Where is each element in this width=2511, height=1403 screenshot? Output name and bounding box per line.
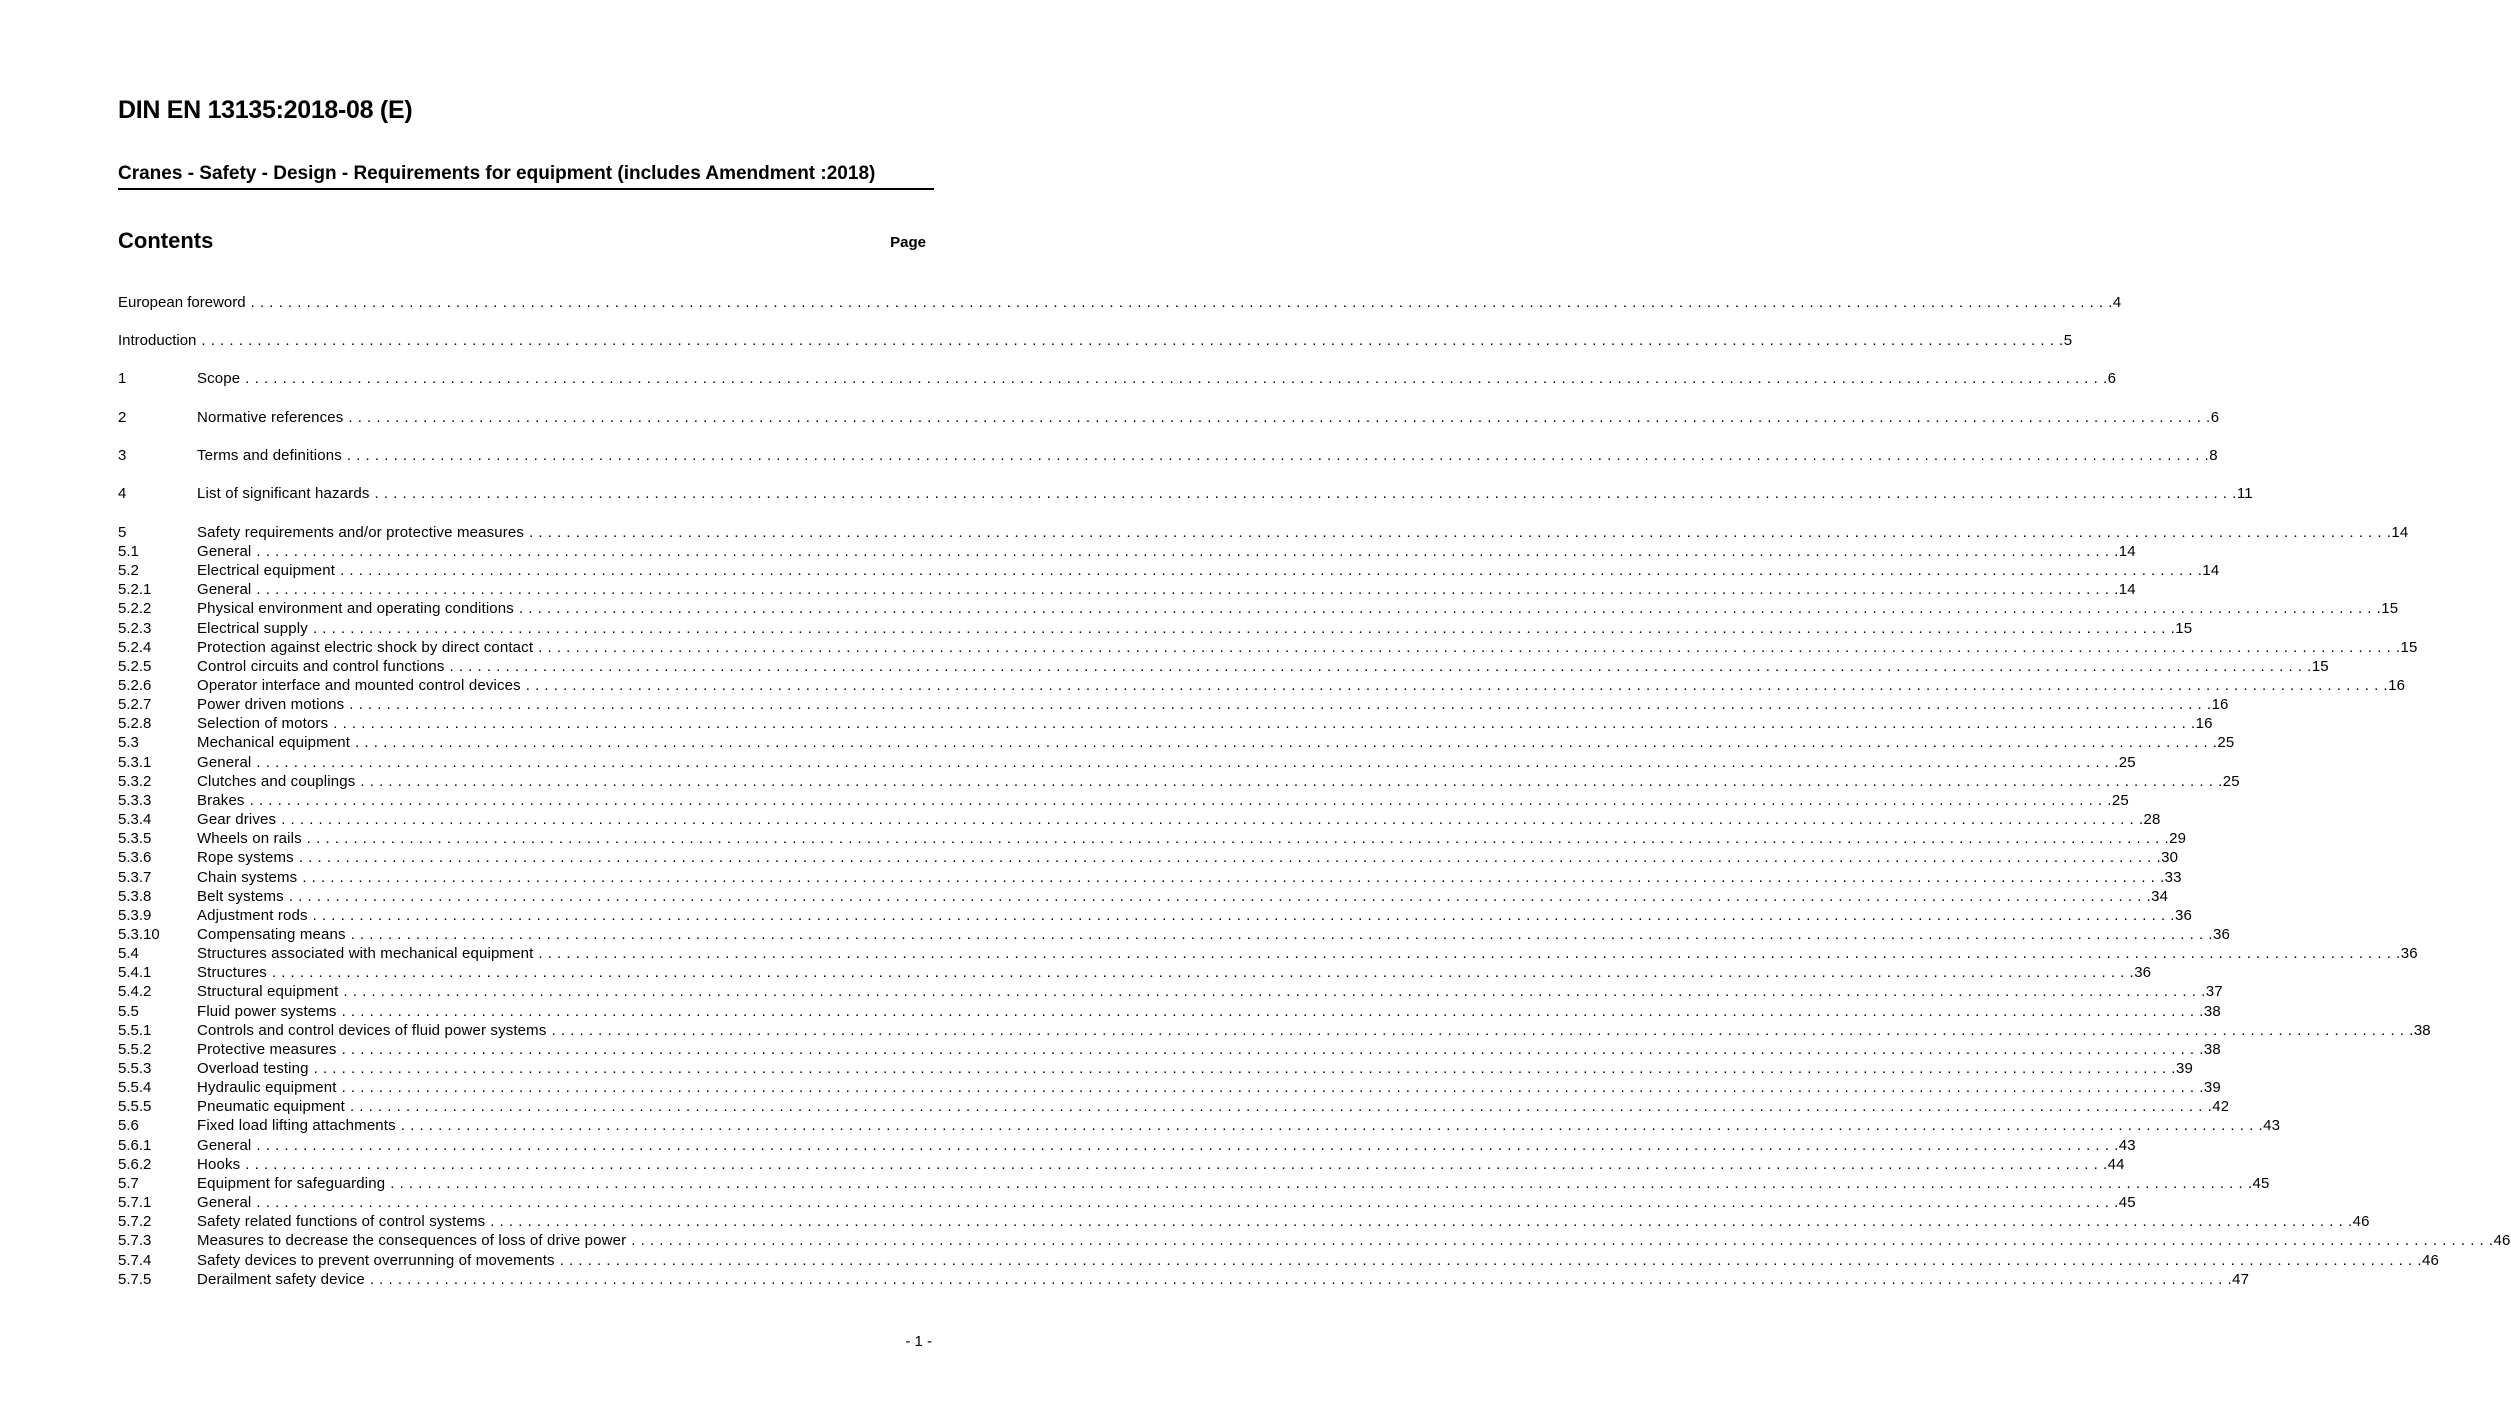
toc-entry-number: 5.5.1 — [118, 1022, 152, 1039]
toc-entry-number: 5.2.3 — [118, 620, 152, 637]
toc-entry-page: 28 — [2143, 811, 2161, 828]
toc-entry-title: Protective measures — [197, 1041, 337, 1058]
toc-entry-page: 14 — [2202, 562, 2220, 579]
toc-entry-number: 5.2.6 — [118, 677, 152, 694]
toc-entry-line — [197, 791, 2129, 810]
toc-dot-leader: . . . . . . . . . . . . . . . . . . . . . . . . . . . . . . . . . . . . . . . . . . . . . . . . . . . . . . . . . . . . . . . . . . . . . . . . . . . . . . . . . . . . . . . . . . . . . . . . . . . . . . . . . . . . . . . . . . . . . . . . . . . . . . . . . . . . . . . . . . . . . . . . . . . . . . . . . . . . . . . . . . . . . . . . . . . . . . . . . . . . . . . . . . . . . . . . . . . . . . . . — [390, 1175, 2253, 1192]
toc-entry-title: Controls and control devices of fluid power systems — [197, 1022, 547, 1039]
toc-entry[interactable] — [118, 1193, 2136, 1212]
toc-entry-title: Equipment for safeguarding — [197, 1175, 386, 1192]
toc-entry-number: 5.7 — [118, 1175, 139, 1192]
toc-entry-line — [197, 580, 2136, 599]
toc-entry-title: Pneumatic equipment — [197, 1098, 345, 1115]
toc-entry-page: 14 — [2118, 581, 2136, 598]
toc-entry-page: 36 — [2134, 964, 2152, 981]
toc-dot-leader: . . . . . . . . . . . . . . . . . . . . . . . . . . . . . . . . . . . . . . . . . . . . . . . . . . . . . . . . . . . . . . . . . . . . . . . . . . . . . . . . . . . . . . . . . . . . . . . . . . . . . . . . . . . . . . . . . . . . . . . . . . . . . . . . . . . . . . . . . . . . . . . . . . . . . . . . . . . . . . . . . . . . . . . . . . . . . . . . . . . . . . . . . . . . . . . . . . . . . . . . — [333, 715, 2196, 732]
toc-dot-leader: . . . . . . . . . . . . . . . . . . . . . . . . . . . . . . . . . . . . . . . . . . . . . . . . . . . . . . . . . . . . . . . . . . . . . . . . . . . . . . . . . . . . . . . . . . . . . . . . . . . . . . . . . . . . . . . . . . . . . . . . . . . . . . . . . . . . . . . . . . . . . . . . . . . . . . . . . . . . . . . . . . . . . . . . . . . . . . . . . . . . . . . . . . . . . . . . . . . . . . . . — [525, 677, 2389, 694]
toc-dot-leader: . . . . . . . . . . . . . . . . . . . . . . . . . . . . . . . . . . . . . . . . . . . . . . . . . . . . . . . . . . . . . . . . . . . . . . . . . . . . . . . . . . . . . . . . . . . . . . . . . . . . . . . . . . . . . . . . . . . . . . . . . . . . . . . . . . . . . . . . . . . . . . . . . . . . . . . . . . . . . . . . . . . . . . . . . . . . . . . . . . . . . . . . . . . . . . . . . . . . . . . . — [271, 964, 2135, 981]
toc-entry[interactable] — [118, 599, 2399, 618]
toc-entry-page: 45 — [2252, 1175, 2270, 1192]
toc-dot-leader: . . . . . . . . . . . . . . . . . . . . . . . . . . . . . . . . . . . . . . . . . . . . . . . . . . . . . . . . . . . . . . . . . . . . . . . . . . . . . . . . . . . . . . . . . . . . . . . . . . . . . . . . . . . . . . . . . . . . . . . . . . . . . . . . . . . . . . . . . . . . . . . . . . . . . . . . . . . . . . . . . . . . . . . . . . . . . . . . . . . . . . . . . . . . . . . . . . . . . . . . — [288, 888, 2152, 905]
toc-entry-number: 5.3.5 — [118, 830, 152, 847]
toc-entry-page: 42 — [2212, 1098, 2230, 1115]
toc-entry[interactable] — [118, 982, 2223, 1001]
toc-entry-line — [197, 1193, 2136, 1212]
toc-entry-line — [197, 829, 2187, 848]
toc-entry-line — [118, 293, 2122, 312]
toc-entry-page: 15 — [2311, 658, 2329, 675]
toc-entry-page: 39 — [2175, 1060, 2193, 1077]
toc-dot-leader: . . . . . . . . . . . . . . . . . . . . . . . . . . . . . . . . . . . . . . . . . . . . . . . . . . . . . . . . . . . . . . . . . . . . . . . . . . . . . . . . . . . . . . . . . . . . . . . . . . . . . . . . . . . . . . . . . . . . . . . . . . . . . . . . . . . . . . . . . . . . . . . . . . . . . . . . . . . . . . . . . . . . . . . . . . . . . . . . . . . . . . . . . . . . . . . . . . . . . . . . — [490, 1213, 2353, 1230]
toc-entry-line — [197, 868, 2182, 887]
toc-entry-line — [197, 1116, 2281, 1135]
toc-dot-leader: . . . . . . . . . . . . . . . . . . . . . . . . . . . . . . . . . . . . . . . . . . . . . . . . . . . . . . . . . . . . . . . . . . . . . . . . . . . . . . . . . . . . . . . . . . . . . . . . . . . . . . . . . . . . . . . . . . . . . . . . . . . . . . . . . . . . . . . . . . . . . . . . . . . . . . . . . . . . . . . . . . . . . . . . . . . . . . . . . . . . . . . . . . . . . . . . . . . . . . . . — [256, 543, 2119, 560]
toc-dot-leader: . . . . . . . . . . . . . . . . . . . . . . . . . . . . . . . . . . . . . . . . . . . . . . . . . . . . . . . . . . . . . . . . . . . . . . . . . . . . . . . . . . . . . . . . . . . . . . . . . . . . . . . . . . . . . . . . . . . . . . . . . . . . . . . . . . . . . . . . . . . . . . . . . . . . . . . . . . . . . . . . . . . . . . . . . . . . . . . . . . . . . . . . . . . . . . . . . . . . . . . . — [256, 1137, 2119, 1154]
toc-entry-line — [197, 523, 2409, 542]
toc-dot-leader: . . . . . . . . . . . . . . . . . . . . . . . . . . . . . . . . . . . . . . . . . . . . . . . . . . . . . . . . . . . . . . . . . . . . . . . . . . . . . . . . . . . . . . . . . . . . . . . . . . . . . . . . . . . . . . . . . . . . . . . . . . . . . . . . . . . . . . . . . . . . . . . . . . . . . . . . . . . . . . . . . . . . . . . . . . . . . . . . . . . . . . . . . . . . . . . . . . . . . . . . — [245, 370, 2108, 387]
toc-dot-leader: . . . . . . . . . . . . . . . . . . . . . . . . . . . . . . . . . . . . . . . . . . . . . . . . . . . . . . . . . . . . . . . . . . . . . . . . . . . . . . . . . . . . . . . . . . . . . . . . . . . . . . . . . . . . . . . . . . . . . . . . . . . . . . . . . . . . . . . . . . . . . . . . . . . . . . . . . . . . . . . . . . . . . . . . . . . . . . . . . . . . . . . . . . . . . . . . . . . . . . . . — [256, 754, 2119, 771]
toc-entry[interactable] — [118, 1078, 2221, 1097]
toc-entry-line — [197, 619, 2193, 638]
toc-entry[interactable] — [118, 523, 2409, 542]
toc-entry[interactable] — [118, 1174, 2270, 1193]
toc-entry[interactable] — [118, 772, 2240, 791]
toc-entry[interactable] — [118, 868, 2182, 887]
toc-entry-line — [197, 1078, 2221, 1097]
toc-entry-title: Protection against electric shock by direct contact — [197, 639, 534, 656]
toc-entry[interactable] — [118, 1059, 2193, 1078]
toc-entry-page: 46 — [2493, 1232, 2511, 1249]
contents-heading: Contents — [118, 228, 214, 253]
toc-entry-number: 5.3.7 — [118, 869, 152, 886]
toc-entry-line — [118, 331, 2073, 350]
toc-entry[interactable] — [118, 791, 2129, 810]
toc-entry-line — [197, 810, 2161, 829]
toc-entry-page: 38 — [2413, 1022, 2431, 1039]
toc-entry-title: Operator interface and mounted control devices — [197, 677, 521, 694]
toc-entry-line — [197, 1251, 2440, 1270]
toc-entry[interactable] — [118, 1021, 2431, 1040]
toc-dot-leader: . . . . . . . . . . . . . . . . . . . . . . . . . . . . . . . . . . . . . . . . . . . . . . . . . . . . . . . . . . . . . . . . . . . . . . . . . . . . . . . . . . . . . . . . . . . . . . . . . . . . . . . . . . . . . . . . . . . . . . . . . . . . . . . . . . . . . . . . . . . . . . . . . . . . . . . . . . . . . . . . . . . . . . . . . . . . . . . . . . . . . . . . . . . . . . . . . . . . . . . . — [348, 409, 2211, 426]
toc-entry-number: 5.7.3 — [118, 1232, 152, 1249]
toc-entry-title: General — [197, 543, 252, 560]
toc-entry-page: 25 — [2217, 734, 2235, 751]
toc-entry[interactable] — [118, 446, 2218, 465]
toc-entry-page: 30 — [2161, 849, 2179, 866]
toc-entry-title: Safety requirements and/or protective measures — [197, 524, 525, 541]
toc-dot-leader: . . . . . . . . . . . . . . . . . . . . . . . . . . . . . . . . . . . . . . . . . . . . . . . . . . . . . . . . . . . . . . . . . . . . . . . . . . . . . . . . . . . . . . . . . . . . . . . . . . . . . . . . . . . . . . . . . . . . . . . . . . . . . . . . . . . . . . . . . . . . . . . . . . . . . . . . . . . . . . . . . . . . . . . . . . . . . . . . . . . . . . . . . . . . . . . . . . . . . . . . — [281, 811, 2144, 828]
toc-entry[interactable] — [118, 676, 2406, 695]
toc-entry[interactable] — [118, 963, 2152, 982]
toc-entry-number: 5.3.2 — [118, 773, 152, 790]
toc-entry-number: 5.7.5 — [118, 1271, 152, 1288]
toc-entry[interactable] — [118, 887, 2169, 906]
toc-entry-line — [197, 657, 2329, 676]
toc-dot-leader: . . . . . . . . . . . . . . . . . . . . . . . . . . . . . . . . . . . . . . . . . . . . . . . . . . . . . . . . . . . . . . . . . . . . . . . . . . . . . . . . . . . . . . . . . . . . . . . . . . . . . . . . . . . . . . . . . . . . . . . . . . . . . . . . . . . . . . . . . . . . . . . . . . . . . . . . . . . . . . . . . . . . . . . . . . . . . . . . . . . . . . . . . . . . . . . . . . . . . . . . — [298, 849, 2162, 866]
toc-entry-title: Derailment safety device — [197, 1271, 365, 1288]
toc-entry-line — [197, 944, 2418, 963]
toc-entry-title: Structures associated with mechanical equipment — [197, 945, 534, 962]
toc-dot-leader: . . . . . . . . . . . . . . . . . . . . . . . . . . . . . . . . . . . . . . . . . . . . . . . . . . . . . . . . . . . . . . . . . . . . . . . . . . . . . . . . . . . . . . . . . . . . . . . . . . . . . . . . . . . . . . . . . . . . . . . . . . . . . . . . . . . . . . . . . . . . . . . . . . . . . . . . . . . . . . . . . . . . . . . . . . . . . . . . . . . . . . . . . . . . . . . . . . . . . . . . — [400, 1117, 2264, 1134]
toc-entry-line — [197, 484, 2253, 503]
toc-entry-number: 5.7.4 — [118, 1252, 152, 1269]
toc-entry-page: 16 — [2211, 696, 2229, 713]
toc-entry-title: General — [197, 1194, 252, 1211]
toc-entry-title: Chain systems — [197, 869, 298, 886]
toc-entry-line — [197, 695, 2229, 714]
toc-entry-title: Structures — [197, 964, 267, 981]
toc-dot-leader: . . . . . . . . . . . . . . . . . . . . . . . . . . . . . . . . . . . . . . . . . . . . . . . . . . . . . . . . . . . . . . . . . . . . . . . . . . . . . . . . . . . . . . . . . . . . . . . . . . . . . . . . . . . . . . . . . . . . . . . . . . . . . . . . . . . . . . . . . . . . . . . . . . . . . . . . . . . . . . . . . . . . . . . . . . . . . . . . . . . . . . . . . . . . . . . . . . . . . . . . — [529, 524, 2392, 541]
toc-entry-line — [197, 1059, 2193, 1078]
toc-entry[interactable] — [118, 1251, 2440, 1270]
toc-entry-line — [197, 1002, 2221, 1021]
toc-entry-number: 5.2.8 — [118, 715, 152, 732]
toc-dot-leader: . . . . . . . . . . . . . . . . . . . . . . . . . . . . . . . . . . . . . . . . . . . . . . . . . . . . . . . . . . . . . . . . . . . . . . . . . . . . . . . . . . . . . . . . . . . . . . . . . . . . . . . . . . . . . . . . . . . . . . . . . . . . . . . . . . . . . . . . . . . . . . . . . . . . . . . . . . . . . . . . . . . . . . . . . . . . . . . . . . . . . . . . . . . . . . . . . . . . . . . . — [249, 792, 2112, 809]
toc-entry-line — [197, 1174, 2270, 1193]
toc-entry-page: 46 — [2422, 1252, 2440, 1269]
toc-entry[interactable] — [118, 925, 2230, 944]
toc-entry-title: Compensating means — [197, 926, 346, 943]
toc-entry[interactable] — [118, 561, 2220, 580]
toc-entry-title: Brakes — [197, 792, 245, 809]
toc-entry-page: 46 — [2352, 1213, 2370, 1230]
toc-entry-title: Power driven motions — [197, 696, 345, 713]
toc-entry-line — [197, 1212, 2370, 1231]
toc-dot-leader: . . . . . . . . . . . . . . . . . . . . . . . . . . . . . . . . . . . . . . . . . . . . . . . . . . . . . . . . . . . . . . . . . . . . . . . . . . . . . . . . . . . . . . . . . . . . . . . . . . . . . . . . . . . . . . . . . . . . . . . . . . . . . . . . . . . . . . . . . . . . . . . . . . . . . . . . . . . . . . . . . . . . . . . . . . . . . . . . . . . . . . . . . . . . . . . . . . . . . . . . — [449, 658, 2312, 675]
toc-entry-page: 5 — [2063, 332, 2073, 349]
toc-entry[interactable] — [118, 1002, 2221, 1021]
toc-dot-leader: . . . . . . . . . . . . . . . . . . . . . . . . . . . . . . . . . . . . . . . . . . . . . . . . . . . . . . . . . . . . . . . . . . . . . . . . . . . . . . . . . . . . . . . . . . . . . . . . . . . . . . . . . . . . . . . . . . . . . . . . . . . . . . . . . . . . . . . . . . . . . . . . . . . . . . . . . . . . . . . . . . . . . . . . . . . . . . . . . . . . . . . . . . . . . . . . . . . . . . . . — [341, 1041, 2204, 1058]
toc-entry-page: 25 — [2118, 754, 2136, 771]
toc-entry-title: Safety devices to prevent overrunning of movements — [197, 1252, 555, 1269]
toc-entry-title: Introduction — [118, 332, 197, 349]
toc-entry[interactable] — [118, 944, 2418, 963]
toc-dot-leader: . . . . . . . . . . . . . . . . . . . . . . . . . . . . . . . . . . . . . . . . . . . . . . . . . . . . . . . . . . . . . . . . . . . . . . . . . . . . . . . . . . . . . . . . . . . . . . . . . . . . . . . . . . . . . . . . . . . . . . . . . . . . . . . . . . . . . . . . . . . . . . . . . . . . . . . . . . . . . . . . . . . . . . . . . . . . . . . . . . . . . . . . . . . . . . . . . . . . . . . . — [538, 639, 2401, 656]
toc-dot-leader: . . . . . . . . . . . . . . . . . . . . . . . . . . . . . . . . . . . . . . . . . . . . . . . . . . . . . . . . . . . . . . . . . . . . . . . . . . . . . . . . . . . . . . . . . . . . . . . . . . . . . . . . . . . . . . . . . . . . . . . . . . . . . . . . . . . . . . . . . . . . . . . . . . . . . . . . . . . . . . . . . . . . . . . . . . . . . . . . . . . . . . . . . . . . . . . . . . . . . . . . — [302, 869, 2165, 886]
toc-entry-line — [197, 561, 2220, 580]
toc-dot-leader: . . . . . . . . . . . . . . . . . . . . . . . . . . . . . . . . . . . . . . . . . . . . . . . . . . . . . . . . . . . . . . . . . . . . . . . . . . . . . . . . . . . . . . . . . . . . . . . . . . . . . . . . . . . . . . . . . . . . . . . . . . . . . . . . . . . . . . . . . . . . . . . . . . . . . . . . . . . . . . . . . . . . . . . . . . . . . . . . . . . . . . . . . . . . . . . . . . . . . . . . — [369, 1271, 2233, 1288]
toc-entry-page: 14 — [2118, 543, 2136, 560]
toc-entry-line — [197, 733, 2235, 752]
toc-entry[interactable] — [118, 657, 2329, 676]
toc-dot-leader: . . . . . . . . . . . . . . . . . . . . . . . . . . . . . . . . . . . . . . . . . . . . . . . . . . . . . . . . . . . . . . . . . . . . . . . . . . . . . . . . . . . . . . . . . . . . . . . . . . . . . . . . . . . . . . . . . . . . . . . . . . . . . . . . . . . . . . . . . . . . . . . . . . . . . . . . . . . . . . . . . . . . . . . . . . . . . . . . . . . . . . . . . . . . . . . . . . . . . . . . — [350, 926, 2213, 943]
toc-dot-leader: . . . . . . . . . . . . . . . . . . . . . . . . . . . . . . . . . . . . . . . . . . . . . . . . . . . . . . . . . . . . . . . . . . . . . . . . . . . . . . . . . . . . . . . . . . . . . . . . . . . . . . . . . . . . . . . . . . . . . . . . . . . . . . . . . . . . . . . . . . . . . . . . . . . . . . . . . . . . . . . . . . . . . . . . . . . . . . . . . . . . . . . . . . . . . . . . . . . . . . . . — [256, 581, 2119, 598]
toc-entry-number: 5.1 — [118, 543, 139, 560]
toc-entry-title: Belt systems — [197, 888, 284, 905]
toc-dot-leader: . . . . . . . . . . . . . . . . . . . . . . . . . . . . . . . . . . . . . . . . . . . . . . . . . . . . . . . . . . . . . . . . . . . . . . . . . . . . . . . . . . . . . . . . . . . . . . . . . . . . . . . . . . . . . . . . . . . . . . . . . . . . . . . . . . . . . . . . . . . . . . . . . . . . . . . . . . . . . . . . . . . . . . . . . . . . . . . . . . . . . . . . . . . . . . . . . . . . . . . . — [518, 600, 2382, 617]
toc-entry-number: 5.7.1 — [118, 1194, 152, 1211]
toc-entry[interactable] — [118, 1040, 2221, 1059]
toc-entry-line — [197, 887, 2169, 906]
toc-entry[interactable] — [118, 542, 2136, 561]
toc-entry-page: 11 — [2236, 485, 2253, 502]
toc-entry[interactable] — [118, 293, 2122, 312]
toc-entry-line — [197, 1270, 2250, 1289]
toc-entry-number: 5.3 — [118, 734, 139, 751]
toc-entry[interactable] — [118, 1136, 2136, 1155]
toc-entry-page: 37 — [2205, 983, 2223, 1000]
toc-entry-number: 5.5.2 — [118, 1041, 152, 1058]
toc-entry[interactable] — [118, 733, 2235, 752]
toc-entry-title: General — [197, 581, 252, 598]
toc-entry[interactable] — [118, 619, 2193, 638]
toc-entry-title: Gear drives — [197, 811, 277, 828]
toc-entry-number: 5.5.3 — [118, 1060, 152, 1077]
toc-entry-title: Electrical equipment — [197, 562, 336, 579]
toc-entry-title: Adjustment rods — [197, 907, 308, 924]
toc-entry-number: 5.3.9 — [118, 907, 152, 924]
toc-entry-number: 5.3.8 — [118, 888, 152, 905]
toc-dot-leader: . . . . . . . . . . . . . . . . . . . . . . . . . . . . . . . . . . . . . . . . . . . . . . . . . . . . . . . . . . . . . . . . . . . . . . . . . . . . . . . . . . . . . . . . . . . . . . . . . . . . . . . . . . . . . . . . . . . . . . . . . . . . . . . . . . . . . . . . . . . . . . . . . . . . . . . . . . . . . . . . . . . . . . . . . . . . . . . . . . . . . . . . . . . . . . . . . . . . . . . . — [201, 332, 2064, 349]
toc-entry-line — [197, 1021, 2431, 1040]
page-column-label: Page — [890, 234, 926, 251]
toc-entry-page: 39 — [2203, 1079, 2221, 1096]
toc-dot-leader: . . . . . . . . . . . . . . . . . . . . . . . . . . . . . . . . . . . . . . . . . . . . . . . . . . . . . . . . . . . . . . . . . . . . . . . . . . . . . . . . . . . . . . . . . . . . . . . . . . . . . . . . . . . . . . . . . . . . . . . . . . . . . . . . . . . . . . . . . . . . . . . . . . . . . . . . . . . . . . . . . . . . . . . . . . . . . . . . . . . . . . . . . . . . . . . . . . . . . . . . — [374, 485, 2237, 502]
toc-entry-line — [197, 925, 2230, 944]
toc-entry-number: 5.2.1 — [118, 581, 152, 598]
toc-entry-number: 5.2.2 — [118, 600, 152, 617]
toc-entry-line — [197, 906, 2192, 925]
toc-entry-line — [197, 1155, 2125, 1174]
toc-entry[interactable] — [118, 408, 2220, 427]
toc-entry-number: 5.2 — [118, 562, 139, 579]
toc-entry-page: 14 — [2391, 524, 2409, 541]
toc-entry-page: 25 — [2111, 792, 2129, 809]
toc-dot-leader: . . . . . . . . . . . . . . . . . . . . . . . . . . . . . . . . . . . . . . . . . . . . . . . . . . . . . . . . . . . . . . . . . . . . . . . . . . . . . . . . . . . . . . . . . . . . . . . . . . . . . . . . . . . . . . . . . . . . . . . . . . . . . . . . . . . . . . . . . . . . . . . . . . . . . . . . . . . . . . . . . . . . . . . . . . . . . . . . . . . . . . . . . . . . . . . . . . . . . . . . — [313, 1060, 2176, 1077]
toc-entry-page: 44 — [2107, 1156, 2125, 1173]
toc-entry-line — [197, 369, 2117, 388]
toc-dot-leader: . . . . . . . . . . . . . . . . . . . . . . . . . . . . . . . . . . . . . . . . . . . . . . . . . . . . . . . . . . . . . . . . . . . . . . . . . . . . . . . . . . . . . . . . . . . . . . . . . . . . . . . . . . . . . . . . . . . . . . . . . . . . . . . . . . . . . . . . . . . . . . . . . . . . . . . . . . . . . . . . . . . . . . . . . . . . . . . . . . . . . . . . . . . . . . . . . . . . . . . . — [538, 945, 2401, 962]
toc-entry-title: Structural equipment — [197, 983, 339, 1000]
toc-entry-page: 6 — [2210, 409, 2220, 426]
toc-entry-number: 4 — [118, 485, 127, 502]
toc-dot-leader: . . . . . . . . . . . . . . . . . . . . . . . . . . . . . . . . . . . . . . . . . . . . . . . . . . . . . . . . . . . . . . . . . . . . . . . . . . . . . . . . . . . . . . . . . . . . . . . . . . . . . . . . . . . . . . . . . . . . . . . . . . . . . . . . . . . . . . . . . . . . . . . . . . . . . . . . . . . . . . . . . . . . . . . . . . . . . . . . . . . . . . . . . . . . . . . . . . . . . . . . — [245, 1156, 2108, 1173]
toc-entry-line — [197, 1097, 2230, 1116]
toc-entry-number: 5.4.1 — [118, 964, 152, 981]
toc-dot-leader: . . . . . . . . . . . . . . . . . . . . . . . . . . . . . . . . . . . . . . . . . . . . . . . . . . . . . . . . . . . . . . . . . . . . . . . . . . . . . . . . . . . . . . . . . . . . . . . . . . . . . . . . . . . . . . . . . . . . . . . . . . . . . . . . . . . . . . . . . . . . . . . . . . . . . . . . . . . . . . . . . . . . . . . . . . . . . . . . . . . . . . . . . . . . . . . . . . . . . . . . — [360, 773, 2223, 790]
document-title: DIN EN 13135:2018-08 (E) — [118, 96, 413, 124]
toc-entry-page: 36 — [2212, 926, 2230, 943]
toc-entry[interactable] — [118, 1155, 2125, 1174]
toc-entry-title: Measures to decrease the consequences of loss of drive power — [197, 1232, 627, 1249]
toc-entry-number: 5.6 — [118, 1117, 139, 1134]
toc-entry-line — [197, 1040, 2221, 1059]
toc-entry-number: 2 — [118, 409, 127, 426]
toc-entry-page: 4 — [2112, 294, 2122, 311]
toc-dot-leader: . . . . . . . . . . . . . . . . . . . . . . . . . . . . . . . . . . . . . . . . . . . . . . . . . . . . . . . . . . . . . . . . . . . . . . . . . . . . . . . . . . . . . . . . . . . . . . . . . . . . . . . . . . . . . . . . . . . . . . . . . . . . . . . . . . . . . . . . . . . . . . . . . . . . . . . . . . . . . . . . . . . . . . . . . . . . . . . . . . . . . . . . . . . . . . . . . . . . . . . . — [250, 294, 2113, 311]
toc-entry-number: 5.5.5 — [118, 1098, 152, 1115]
toc-entry-page: 34 — [2151, 888, 2169, 905]
toc-entry-title: Rope systems — [197, 849, 294, 866]
toc-entry[interactable] — [118, 1231, 2511, 1250]
toc-entry-line — [197, 753, 2136, 772]
toc-entry-page: 15 — [2400, 639, 2418, 656]
toc-entry-title: Normative references — [197, 409, 344, 426]
toc-entry-title: Overload testing — [197, 1060, 309, 1077]
toc-dot-leader: . . . . . . . . . . . . . . . . . . . . . . . . . . . . . . . . . . . . . . . . . . . . . . . . . . . . . . . . . . . . . . . . . . . . . . . . . . . . . . . . . . . . . . . . . . . . . . . . . . . . . . . . . . . . . . . . . . . . . . . . . . . . . . . . . . . . . . . . . . . . . . . . . . . . . . . . . . . . . . . . . . . . . . . . . . . . . . . . . . . . . . . . . . . . . . . . . . . . . . . . — [312, 907, 2175, 924]
toc-dot-leader: . . . . . . . . . . . . . . . . . . . . . . . . . . . . . . . . . . . . . . . . . . . . . . . . . . . . . . . . . . . . . . . . . . . . . . . . . . . . . . . . . . . . . . . . . . . . . . . . . . . . . . . . . . . . . . . . . . . . . . . . . . . . . . . . . . . . . . . . . . . . . . . . . . . . . . . . . . . . . . . . . . . . . . . . . . . . . . . . . . . . . . . . . . . . . . . . . . . . . . . . — [343, 983, 2206, 1000]
toc-entry-page: 15 — [2381, 600, 2399, 617]
toc-entry-number: 3 — [118, 447, 127, 464]
toc-entry-title: General — [197, 754, 252, 771]
toc-entry-page: 43 — [2118, 1137, 2136, 1154]
toc-entry-line — [197, 772, 2240, 791]
toc-entry-page: 16 — [2388, 677, 2406, 694]
toc-dot-leader: . . . . . . . . . . . . . . . . . . . . . . . . . . . . . . . . . . . . . . . . . . . . . . . . . . . . . . . . . . . . . . . . . . . . . . . . . . . . . . . . . . . . . . . . . . . . . . . . . . . . . . . . . . . . . . . . . . . . . . . . . . . . . . . . . . . . . . . . . . . . . . . . . . . . . . . . . . . . . . . . . . . . . . . . . . . . . . . . . . . . . . . . . . . . . . . . . . . . . . . . — [341, 1003, 2204, 1020]
toc-entry[interactable] — [118, 848, 2179, 867]
toc-entry[interactable] — [118, 369, 2117, 388]
toc-entry-number: 5 — [118, 524, 127, 541]
toc-entry-number: 5.6.1 — [118, 1137, 152, 1154]
toc-dot-leader: . . . . . . . . . . . . . . . . . . . . . . . . . . . . . . . . . . . . . . . . . . . . . . . . . . . . . . . . . . . . . . . . . . . . . . . . . . . . . . . . . . . . . . . . . . . . . . . . . . . . . . . . . . . . . . . . . . . . . . . . . . . . . . . . . . . . . . . . . . . . . . . . . . . . . . . . . . . . . . . . . . . . . . . . . . . . . . . . . . . . . . . . . . . . . . . . . . . . . . . . — [551, 1022, 2414, 1039]
toc-dot-leader: . . . . . . . . . . . . . . . . . . . . . . . . . . . . . . . . . . . . . . . . . . . . . . . . . . . . . . . . . . . . . . . . . . . . . . . . . . . . . . . . . . . . . . . . . . . . . . . . . . . . . . . . . . . . . . . . . . . . . . . . . . . . . . . . . . . . . . . . . . . . . . . . . . . . . . . . . . . . . . . . . . . . . . . . . . . . . . . . . . . . . . . . . . . . . . . . . . . . . . . . — [340, 562, 2203, 579]
toc-entry-number: 5.2.4 — [118, 639, 152, 656]
toc-entry-title: Scope — [197, 370, 241, 387]
toc-dot-leader: . . . . . . . . . . . . . . . . . . . . . . . . . . . . . . . . . . . . . . . . . . . . . . . . . . . . . . . . . . . . . . . . . . . . . . . . . . . . . . . . . . . . . . . . . . . . . . . . . . . . . . . . . . . . . . . . . . . . . . . . . . . . . . . . . . . . . . . . . . . . . . . . . . . . . . . . . . . . . . . . . . . . . . . . . . . . . . . . . . . . . . . . . . . . . . . . . . . . . . . . — [355, 734, 2218, 751]
toc-entry-page: 45 — [2118, 1194, 2136, 1211]
toc-entry-title: Physical environment and operating conditions — [197, 600, 514, 617]
toc-dot-leader: . . . . . . . . . . . . . . . . . . . . . . . . . . . . . . . . . . . . . . . . . . . . . . . . . . . . . . . . . . . . . . . . . . . . . . . . . . . . . . . . . . . . . . . . . . . . . . . . . . . . . . . . . . . . . . . . . . . . . . . . . . . . . . . . . . . . . . . . . . . . . . . . . . . . . . . . . . . . . . . . . . . . . . . . . . . . . . . . . . . . . . . . . . . . . . . . . . . . . . . . — [306, 830, 2170, 847]
toc-entry-number: 5.3.3 — [118, 792, 152, 809]
toc-entry-title: Mechanical equipment — [197, 734, 351, 751]
toc-entry-line — [197, 963, 2152, 982]
toc-entry-page: 6 — [2107, 370, 2117, 387]
toc-entry-number: 5.3.10 — [118, 926, 160, 943]
toc-entry[interactable] — [118, 829, 2187, 848]
toc-entry-page: 36 — [2400, 945, 2418, 962]
toc-entry-title: Safety related functions of control systems — [197, 1213, 486, 1230]
toc-entry-page: 16 — [2195, 715, 2213, 732]
toc-entry-line — [197, 676, 2406, 695]
toc-entry-page: 38 — [2203, 1003, 2221, 1020]
toc-dot-leader: . . . . . . . . . . . . . . . . . . . . . . . . . . . . . . . . . . . . . . . . . . . . . . . . . . . . . . . . . . . . . . . . . . . . . . . . . . . . . . . . . . . . . . . . . . . . . . . . . . . . . . . . . . . . . . . . . . . . . . . . . . . . . . . . . . . . . . . . . . . . . . . . . . . . . . . . . . . . . . . . . . . . . . . . . . . . . . . . . . . . . . . . . . . . . . . . . . . . . . . . — [631, 1232, 2494, 1249]
toc-entry[interactable] — [118, 1116, 2281, 1135]
toc-entry[interactable] — [118, 753, 2136, 772]
toc-entry-page: 8 — [2209, 447, 2218, 464]
toc-entry-page: 15 — [2175, 620, 2193, 637]
toc-dot-leader: . . . . . . . . . . . . . . . . . . . . . . . . . . . . . . . . . . . . . . . . . . . . . . . . . . . . . . . . . . . . . . . . . . . . . . . . . . . . . . . . . . . . . . . . . . . . . . . . . . . . . . . . . . . . . . . . . . . . . . . . . . . . . . . . . . . . . . . . . . . . . . . . . . . . . . . . . . . . . . . . . . . . . . . . . . . . . . . . . . . . . . . . . . . . . . . . . . . . . . . . — [349, 1098, 2213, 1115]
toc-entry-line — [197, 408, 2220, 427]
toc-entry[interactable] — [118, 695, 2229, 714]
toc-entry-title: Fluid power systems — [197, 1003, 337, 1020]
toc-entry-number: 5.7.2 — [118, 1213, 152, 1230]
toc-entry-title: Hydraulic equipment — [197, 1079, 337, 1096]
toc-entry-page: 29 — [2169, 830, 2187, 847]
toc-entry-line — [197, 982, 2223, 1001]
toc-entry-line — [197, 848, 2179, 867]
toc-entry-title: General — [197, 1137, 252, 1154]
toc-entry-title: Selection of motors — [197, 715, 329, 732]
toc-entry-page: 43 — [2263, 1117, 2281, 1134]
toc-entry-number: 5.5.4 — [118, 1079, 152, 1096]
toc-dot-leader: . . . . . . . . . . . . . . . . . . . . . . . . . . . . . . . . . . . . . . . . . . . . . . . . . . . . . . . . . . . . . . . . . . . . . . . . . . . . . . . . . . . . . . . . . . . . . . . . . . . . . . . . . . . . . . . . . . . . . . . . . . . . . . . . . . . . . . . . . . . . . . . . . . . . . . . . . . . . . . . . . . . . . . . . . . . . . . . . . . . . . . . . . . . . . . . . . . . . . . . . — [341, 1079, 2204, 1096]
toc-entry[interactable] — [118, 1270, 2250, 1289]
toc-entry-title: Terms and definitions — [197, 447, 342, 464]
toc-entry-number: 5.2.7 — [118, 696, 152, 713]
toc-entry-number: 1 — [118, 370, 127, 387]
toc-entry-number: 5.3.4 — [118, 811, 152, 828]
toc-entry-page: 47 — [2232, 1271, 2250, 1288]
toc-entry-line — [197, 446, 2218, 465]
toc-dot-leader: . . . . . . . . . . . . . . . . . . . . . . . . . . . . . . . . . . . . . . . . . . . . . . . . . . . . . . . . . . . . . . . . . . . . . . . . . . . . . . . . . . . . . . . . . . . . . . . . . . . . . . . . . . . . . . . . . . . . . . . . . . . . . . . . . . . . . . . . . . . . . . . . . . . . . . . . . . . . . . . . . . . . . . . . . . . . . . . . . . . . . . . . . . . . . . . . . . . . . . . . — [349, 696, 2212, 713]
toc-dot-leader: . . . . . . . . . . . . . . . . . . . . . . . . . . . . . . . . . . . . . . . . . . . . . . . . . . . . . . . . . . . . . . . . . . . . . . . . . . . . . . . . . . . . . . . . . . . . . . . . . . . . . . . . . . . . . . . . . . . . . . . . . . . . . . . . . . . . . . . . . . . . . . . . . . . . . . . . . . . . . . . . . . . . . . . . . . . . . . . . . . . . . . . . . . . . . . . . . . . . . . . . — [346, 447, 2210, 464]
toc-entry[interactable] — [118, 1097, 2230, 1116]
toc-entry-title: Fixed load lifting attachments — [197, 1117, 396, 1134]
toc-entry-title: Electrical supply — [197, 620, 308, 637]
toc-entry-line — [197, 1136, 2136, 1155]
toc-entry-title: List of significant hazards — [197, 485, 370, 502]
toc-entry-title: Wheels on rails — [197, 830, 302, 847]
toc-entry-number: 5.4.2 — [118, 983, 152, 1000]
toc-entry-title: Control circuits and control functions — [197, 658, 445, 675]
toc-dot-leader: . . . . . . . . . . . . . . . . . . . . . . . . . . . . . . . . . . . . . . . . . . . . . . . . . . . . . . . . . . . . . . . . . . . . . . . . . . . . . . . . . . . . . . . . . . . . . . . . . . . . . . . . . . . . . . . . . . . . . . . . . . . . . . . . . . . . . . . . . . . . . . . . . . . . . . . . . . . . . . . . . . . . . . . . . . . . . . . . . . . . . . . . . . . . . . . . . . . . . . . . — [312, 620, 2176, 637]
toc-entry-number: 5.4 — [118, 945, 139, 962]
toc-entry-number: 5.5 — [118, 1003, 139, 1020]
toc-entry-line — [197, 1231, 2511, 1250]
toc-entry-line — [197, 599, 2399, 618]
toc-entry-number: 5.6.2 — [118, 1156, 152, 1173]
toc-entry[interactable] — [118, 1212, 2370, 1231]
toc-entry-title: Clutches and couplings — [197, 773, 356, 790]
toc-entry-page: 25 — [2222, 773, 2240, 790]
toc-entry[interactable] — [118, 810, 2161, 829]
toc-entry-title: Hooks — [197, 1156, 241, 1173]
toc-dot-leader: . . . . . . . . . . . . . . . . . . . . . . . . . . . . . . . . . . . . . . . . . . . . . . . . . . . . . . . . . . . . . . . . . . . . . . . . . . . . . . . . . . . . . . . . . . . . . . . . . . . . . . . . . . . . . . . . . . . . . . . . . . . . . . . . . . . . . . . . . . . . . . . . . . . . . . . . . . . . . . . . . . . . . . . . . . . . . . . . . . . . . . . . . . . . . . . . . . . . . . . . — [559, 1252, 2423, 1269]
toc-dot-leader: . . . . . . . . . . . . . . . . . . . . . . . . . . . . . . . . . . . . . . . . . . . . . . . . . . . . . . . . . . . . . . . . . . . . . . . . . . . . . . . . . . . . . . . . . . . . . . . . . . . . . . . . . . . . . . . . . . . . . . . . . . . . . . . . . . . . . . . . . . . . . . . . . . . . . . . . . . . . . . . . . . . . . . . . . . . . . . . . . . . . . . . . . . . . . . . . . . . . . . . . — [256, 1194, 2119, 1211]
toc-entry[interactable] — [118, 331, 2073, 350]
toc-entry-page: 36 — [2174, 907, 2192, 924]
toc-entry-page: 38 — [2203, 1041, 2221, 1058]
toc-entry-line — [197, 714, 2213, 733]
toc-entry-page: 33 — [2164, 869, 2182, 886]
toc-entry-number: 5.2.5 — [118, 658, 152, 675]
toc-entry-number: 5.3.1 — [118, 754, 152, 771]
toc-entry[interactable] — [118, 484, 2253, 503]
toc-entry[interactable] — [118, 580, 2136, 599]
toc-entry-line — [197, 542, 2136, 561]
toc-entry-number: 5.3.6 — [118, 849, 152, 866]
page-number-footer: - 1 - — [905, 1333, 932, 1350]
toc-entry-line — [197, 638, 2418, 657]
toc-entry[interactable] — [118, 714, 2213, 733]
toc-entry-title: European foreword — [118, 294, 246, 311]
toc-entry[interactable] — [118, 906, 2192, 925]
document-subtitle: Cranes - Safety - Design - Requirements for equipment (includes Amendment :2018) — [118, 163, 934, 190]
toc-entry[interactable] — [118, 638, 2418, 657]
